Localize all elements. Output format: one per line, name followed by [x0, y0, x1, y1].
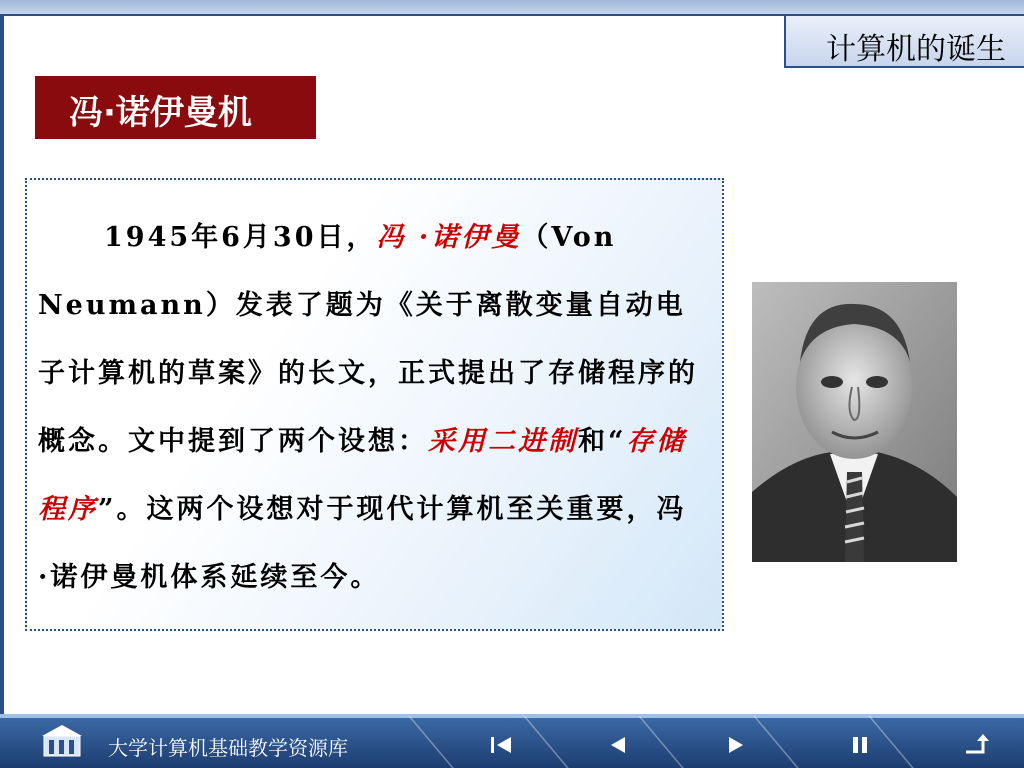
- highlight-text: 冯 ·诺伊曼: [376, 222, 522, 253]
- slide-title: 冯·诺伊曼机: [69, 93, 252, 133]
- previous-slide-button[interactable]: [600, 730, 636, 760]
- portrait-photo: [752, 282, 957, 562]
- next-icon: [725, 734, 747, 756]
- highlight-text: 采用二进制: [428, 426, 578, 457]
- body-paragraph: [38, 204, 698, 612]
- first-icon: [489, 734, 515, 756]
- return-icon: [963, 732, 993, 758]
- first-slide-button[interactable]: [484, 730, 520, 760]
- left-border: [0, 14, 4, 714]
- next-slide-button[interactable]: [718, 730, 754, 760]
- top-border: [0, 0, 1024, 14]
- text-run: （Von Neumann）发表了题为《关于离散变量自动电子计算机的草案》的长文，正式提出了存储程序的概念。文中提到了两个设想：: [38, 222, 698, 457]
- previous-icon: [607, 734, 629, 756]
- footer-title: 大学计算机基础教学资源库: [108, 736, 348, 760]
- highlight-text: 存储程序: [38, 426, 687, 525]
- text-run: 和“: [578, 426, 627, 457]
- pause-icon: [849, 734, 871, 756]
- pause-button[interactable]: [842, 730, 878, 760]
- text-run: ”。这两个设想对于现代计算机至关重要，冯·诺伊曼机体系延续至今。: [38, 494, 687, 593]
- library-logo-icon: [40, 722, 84, 760]
- section-tab-label: 计算机的诞生: [826, 32, 1006, 67]
- return-button[interactable]: [960, 730, 996, 760]
- section-tab: [784, 16, 1024, 68]
- text-run: 1945年6月30日，: [104, 222, 377, 253]
- slide-title-box: [35, 76, 316, 139]
